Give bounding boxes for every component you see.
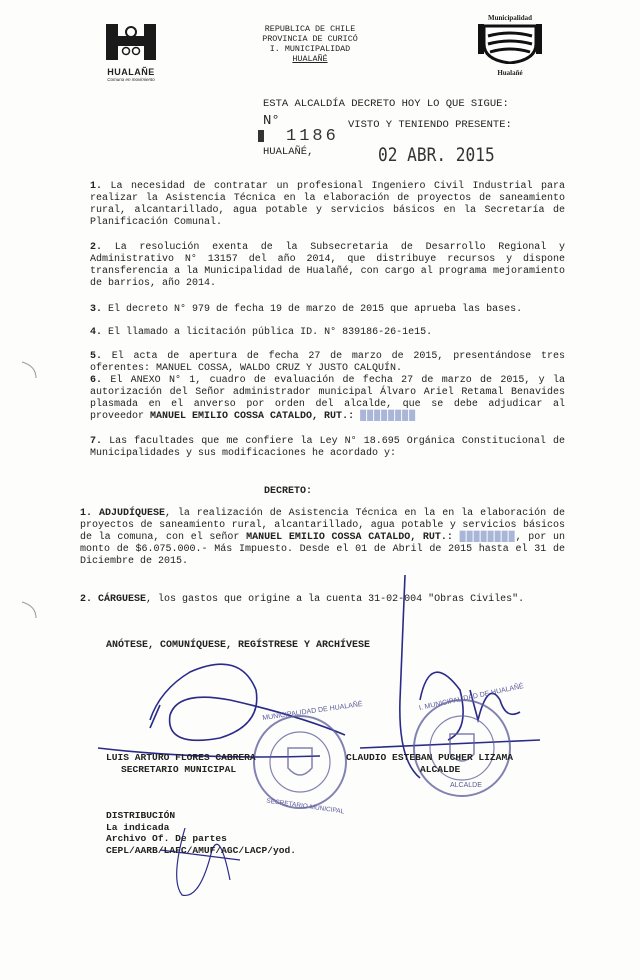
signer-left-name: LUIS ARTURO FLORES CABRERA [106, 752, 256, 763]
closing-formula: ANÓTESE, COMUNÍQUESE, REGÍSTRESE Y ARCHÍVESE [106, 640, 371, 651]
decree-place: HUALAÑÉ, [263, 146, 314, 158]
stamp-left [254, 716, 346, 808]
redacted-rut: ████████ [360, 411, 417, 422]
decree-number-label: N° [263, 113, 280, 129]
decree-visto: VISTO Y TENIENDO PRESENTE: [348, 119, 512, 131]
crest-top-text: Municipalidad [488, 14, 532, 22]
signer-right-name: CLAUDIO ESTEBAN PUCHER LIZAMA [346, 752, 513, 763]
signer-left-title: SECRETARIO MUNICIPAL [121, 764, 237, 775]
stamp-right-bottom-text: ALCALDE [450, 782, 482, 789]
consideration-3: 3. El decreto N° 979 de fecha 19 de marzo de 2015 que aprueba las bases. [90, 304, 523, 315]
stamp-right-top-text: I. MUNICIPALIDAD DE HUALAÑÉ [418, 682, 525, 713]
crest-bottom-text: Hualañé [497, 69, 523, 77]
consideration-2: 2. La resolución exenta de la Subsecretaria de Desarrollo Regional y Administrativo N° 13157 del año 2014, que distribuye recursos y dispone transferencia a la Municipalidad de Hualañé, con cargo al programa mejoramiento de barrios, año 2014. [90, 242, 565, 289]
redacted-rut-2: ████████ [459, 532, 516, 543]
distribution-title: DISTRIBUCIÓN [106, 810, 176, 821]
consideration-5: 5. El acta de apertura de fecha 27 de marzo de 2015, presentándose tres oferentes: MANUEL COSSA, WALDO CRUZ Y JUSTO CALQUÍN. [90, 351, 565, 374]
consideration-4: 4. El llamado a licitación pública ID. N° 839186-26-1e15. [90, 327, 433, 338]
distribution-line-2: Archivo Of. De partes [106, 833, 227, 844]
logo-left-text: HUALAÑE [107, 67, 155, 77]
header-province: PROVINCIA DE CURICÓ [262, 34, 358, 44]
decreto-heading: DECRETO: [264, 486, 313, 497]
decree-date-stamp: 02 ABR. 2015 [378, 144, 495, 166]
distribution-block [106, 810, 296, 856]
consideration-7: 7. Las facultades que me confiere la Ley N° 18.695 Orgánica Constitucional de Municipalidades y sus modificaciones he acordado y: [90, 436, 565, 459]
header-republic: REPUBLICA DE CHILE [264, 24, 356, 34]
resolution-2: 2. CÁRGUESE, los gastos que origine a la cuenta 31-02-004 "Obras Civiles". [80, 594, 525, 605]
decree-intro: ESTA ALCALDÍA DECRETO HOY LO QUE SIGUE: [263, 98, 509, 110]
distribution-line-1: La indicada [106, 821, 170, 833]
logo-left-tagline: Comuna en movimiento [107, 77, 155, 82]
stamp-left-top-text: MUNICIPALIDAD DE HUALAÑÉ [262, 701, 364, 722]
consideration-1: 1. La necesidad de contratar un profesional Ingeniero Civil Industrial para realizar la Asistencia Técnica en la elaboración de proyectos de saneamiento rural, alcantarillado, agua potable y servicios básicos en la Secretaría de Planificación Comunal. [90, 181, 565, 228]
consideration-6: 6. El ANEXO N° 1, cuadro de evaluación de fecha 27 de marzo de 2015, y la autorización del Señor administrador municipal Álvaro Ariel Retamal Benavides plasmada en el anverso por orden del alcalde, que se debe adjudicar al proveedor MANUEL EMILIO COSSA CATALDO, RUT.: ████████ [90, 375, 565, 422]
distribution-line-3: CEPL/AARB/LAFC/AMUF/AGC/LACP/yod. [106, 844, 296, 856]
header-municipality: I. MUNICIPALIDAD [269, 44, 351, 54]
signer-right-title: ALCALDE [420, 764, 461, 775]
resolution-1: 1. ADJUDÍQUESE, la realización de Asistencia Técnica en la en la elaboración de proyectos de saneamiento rural, alcantarillado, agua potable y servicios básicos de la comuna, con el señor MANUEL EMILIO COSSA CATALDO, RUT.: ████████, por un monto de $6.075.000.- Más Impuesto. Desde el 01 de Abril de 2015 hasta el 31 de Diciembre de 2015. [80, 508, 565, 567]
header-commune: HUALAÑÉ [292, 54, 328, 64]
decree-number: 1186 [286, 127, 339, 146]
stamp-left-bottom-text: SECRETARIO MUNICIPAL [265, 797, 345, 816]
